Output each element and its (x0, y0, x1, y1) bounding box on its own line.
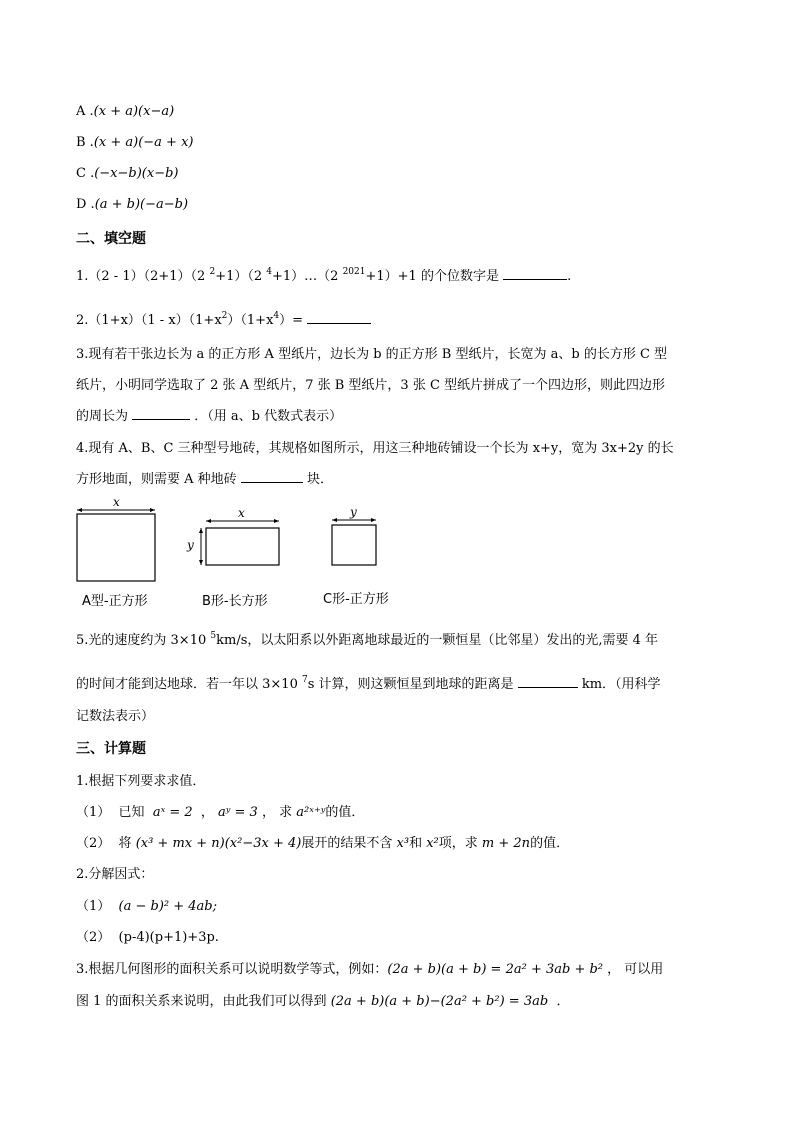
label-a-x: x (113, 495, 120, 509)
section-title-calculation: 三、计算题 (76, 741, 146, 757)
tile-b-rectangle (206, 528, 279, 565)
answer-blank[interactable] (132, 407, 190, 420)
s3-question-2-stem: 2.分解因式： (76, 867, 154, 882)
section-title-fill-blank: 二、填空题 (76, 231, 146, 247)
s3-question-1-part-1: （1） 已知 aˣ = 2 ， aʸ = 3 ， 求 a²ˣ⁺ʸ的值． (76, 805, 365, 820)
s2-question-3-line-2: 纸片，小明同学选取了 2 张 A 型纸片，7 张 B 型纸片，3 张 C 型纸片拼成了一个四边形，则此四边形 (76, 378, 666, 393)
s3-question-2-part-2: （2） (p-4)(p+1)+3p. (76, 930, 219, 945)
answer-blank[interactable] (518, 675, 578, 688)
answer-blank[interactable] (241, 470, 303, 483)
s2-question-2: $2.(1+x)(1 - x)(1+x^2)(1+x^4)=$ (76, 309, 371, 328)
tile-a-square (77, 514, 155, 581)
option-d: D .(a + b)(−a−b) (76, 197, 189, 212)
s2-question-5-line-1: 5.光的速度约为 3×10 $^5$km/s，以太阳系以外距离地球最近的一颗恒星（比邻星）发出的光,需要 4 年 (76, 631, 659, 648)
caption-tile-a: A型-正方形 (82, 594, 148, 609)
s3-question-2-part-1: （1） (a − b)² + 4ab; (76, 899, 218, 914)
label-b-x: x (238, 506, 245, 520)
s2-question-3-line-3: 的周长为 ．（用 a、b 代数式表示） (76, 409, 343, 424)
answer-blank[interactable] (503, 267, 567, 280)
s2-question-5-line-3: 记数法表示） (76, 709, 155, 724)
s3-question-1-part-2: （2） 将 (x³ + mx + n)(x²−3x + 4)展开的结果不含 x³和 x²项，求 m + 2n的值． (76, 836, 570, 851)
caption-tile-c: C形-正方形 (323, 592, 389, 607)
option-a: A .(x + a)(x−a) (76, 104, 175, 119)
s3-question-1-stem: 1.根据下列要求求值． (76, 774, 206, 789)
s2-question-1: 1.（2 - 1）（2+1）（2 $^2$+1）（2 $^4$+1）…（2 $^{2021}$+1）+1 的个位数字是 . (76, 267, 572, 284)
tile-figure (66, 492, 406, 612)
option-c: C .(−x−b)(x−b) (76, 166, 179, 181)
label-c-y: y (350, 505, 357, 519)
s3-question-3-line-2: 图 1 的面积关系来说明，由此我们可以得到 (2a + b)(a + b)−(2a² + b²) = 3ab ． (76, 994, 570, 1009)
s2-question-3-line-1: 3.现有若干张边长为 a 的正方形 A 型纸片，边长为 b 的正方形 B 型纸片，长宽为 a、b 的长方形 C 型 (76, 347, 668, 362)
caption-tile-b: B形-长方形 (202, 594, 268, 609)
s2-question-4-line-1: 4.现有 A、B、C 三种型号地砖，其规格如图所示，用这三种地砖铺设一个长为 x+y，宽为 3x+2y 的长 (76, 441, 674, 456)
answer-blank[interactable] (307, 311, 371, 324)
s3-question-3-line-1: 3.根据几何图形的面积关系可以说明数学等式，例如：(2a + b)(a + b) = 2a² + 3ab + b² ， 可以用 (76, 962, 664, 977)
s2-question-4-line-2: 方形地面，则需要 A 种地砖 块． (76, 472, 333, 487)
tile-c-square (332, 525, 376, 565)
option-b: B .(x + a)(−a + x) (76, 135, 194, 150)
s2-question-5-line-2: 的时间才能到达地球．若一年以 3×10 $^7$s 计算，则这颗恒星到地球的距离是 km．（用科学 (76, 675, 661, 692)
label-b-y: y (187, 538, 194, 552)
